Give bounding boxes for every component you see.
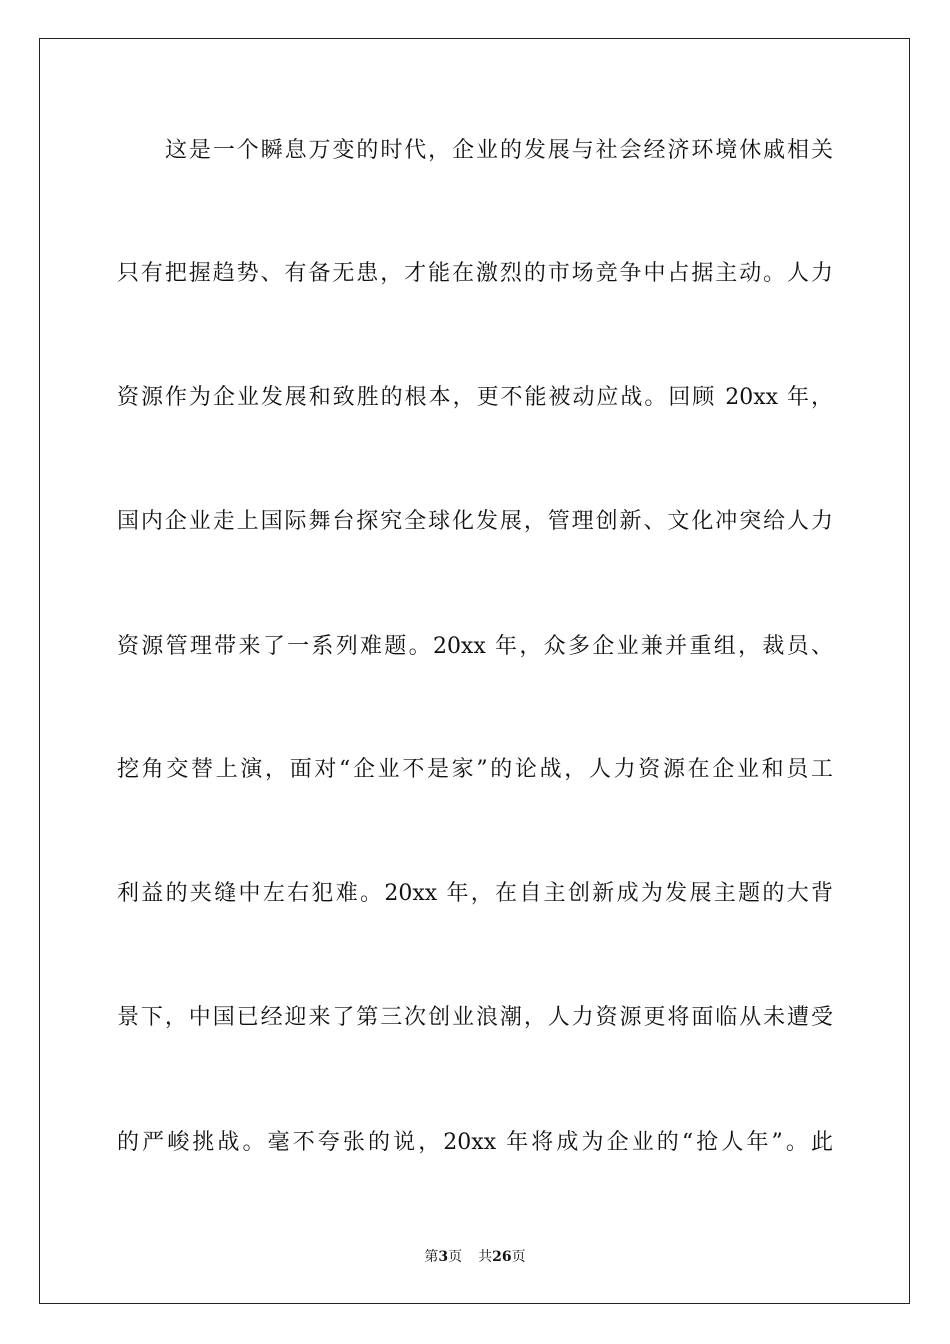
- page-footer: [0, 1248, 950, 1266]
- total-prefix: 共: [478, 1249, 493, 1265]
- text-line-3: 资源作为企业发展和致胜的根本，更不能被动应战。回顾 20xx 年，: [117, 385, 833, 410]
- text-line-2: 只有把握趋势、有备无患，才能在激烈的市场竞争中占据主动。人力: [117, 261, 833, 286]
- text-line-7: 利益的夹缝中左右犯难。20xx 年，在自主创新成为发展主题的大背: [117, 881, 833, 906]
- page-border: [39, 38, 910, 1304]
- text-line-1: 这是一个瞬息万变的时代，企业的发展与社会经济环境休戚相关: [165, 138, 833, 163]
- page-number: 3: [438, 1249, 449, 1265]
- text-line-6: 挖角交替上演，面对“企业不是家”的论战，人力资源在企业和员工: [117, 757, 833, 782]
- text-line-4: 国内企业走上国际舞台探究全球化发展，管理创新、文化冲突给人力: [117, 509, 833, 534]
- text-line-5: 资源管理带来了一系列难题。20xx 年，众多企业兼并重组，裁员、: [117, 634, 833, 659]
- total-suffix: 页: [511, 1249, 526, 1265]
- page-suffix: 页: [448, 1249, 463, 1265]
- text-line-8: 景下，中国已经迎来了第三次创业浪潮，人力资源更将面临从未遭受: [117, 1005, 833, 1030]
- page-prefix: 第: [424, 1249, 439, 1265]
- text-line-9: 的严峻挑战。毫不夸张的说，20xx 年将成为企业的“抢人年”。此: [117, 1130, 833, 1155]
- total-pages: 26: [492, 1249, 512, 1265]
